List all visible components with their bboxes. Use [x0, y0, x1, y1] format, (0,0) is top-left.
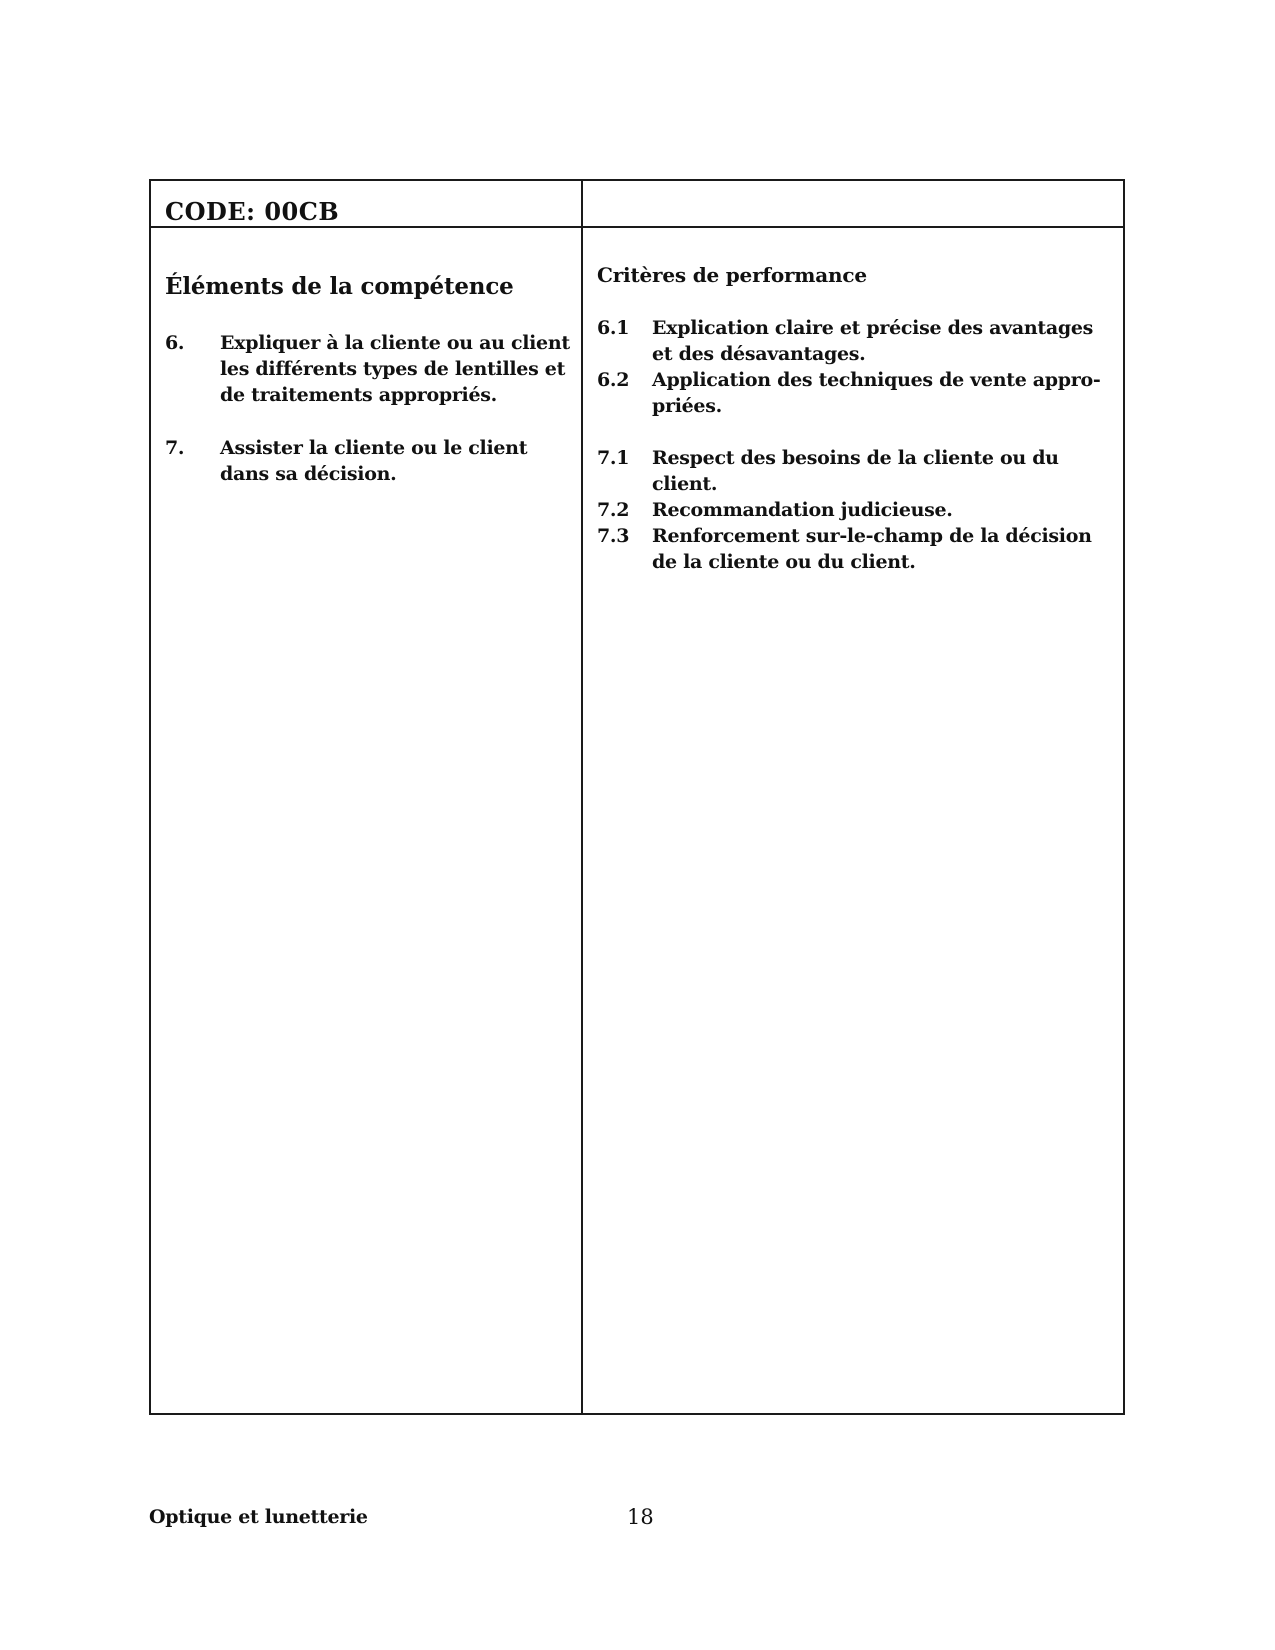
criterion-text: Application des techniques de vente appro-priées. — [652, 369, 1101, 417]
criterion-item — [597, 315, 1112, 367]
element-item — [165, 330, 570, 408]
criterion-text: Explication claire et précise des avantages et des désavantages. — [652, 317, 1094, 365]
criterion-number: 7.1 — [597, 447, 630, 469]
criterion-item — [597, 523, 1112, 575]
criterion-number: 7.2 — [597, 499, 630, 521]
criterion-text: Recommandation judicieuse. — [652, 499, 953, 521]
criteria-group — [597, 445, 1112, 575]
elements-heading: Éléments de la compétence — [165, 273, 514, 300]
column-divider — [581, 181, 583, 1413]
elements-column — [165, 273, 570, 514]
criterion-number: 7.3 — [597, 525, 630, 547]
criterion-item — [597, 445, 1112, 497]
code-label: CODE: 00CB — [165, 197, 340, 226]
competency-table — [149, 179, 1125, 1415]
criterion-text: Renforcement sur-le-champ de la décision de la cliente ou du client. — [652, 525, 1092, 573]
criterion-number: 6.2 — [597, 369, 630, 391]
header-row-divider — [151, 226, 1123, 228]
page-number: 18 — [627, 1505, 654, 1529]
element-text: Assister la cliente ou le client dans sa décision. — [220, 437, 528, 485]
element-item — [165, 435, 570, 487]
criteria-column — [597, 263, 1112, 601]
element-number: 7. — [165, 437, 185, 459]
criterion-text: Respect des besoins de la cliente ou du client. — [652, 447, 1059, 495]
footer-title: Optique et lunetterie — [149, 1506, 368, 1528]
element-text: Expliquer à la cliente ou au client les différents types de lentilles et de traitements appropriés. — [220, 332, 570, 406]
criteria-group — [597, 315, 1112, 419]
element-number: 6. — [165, 332, 185, 354]
criterion-item — [597, 497, 1112, 523]
criteria-heading: Critères de performance — [597, 263, 867, 287]
criterion-item — [597, 367, 1112, 419]
criterion-number: 6.1 — [597, 317, 630, 339]
